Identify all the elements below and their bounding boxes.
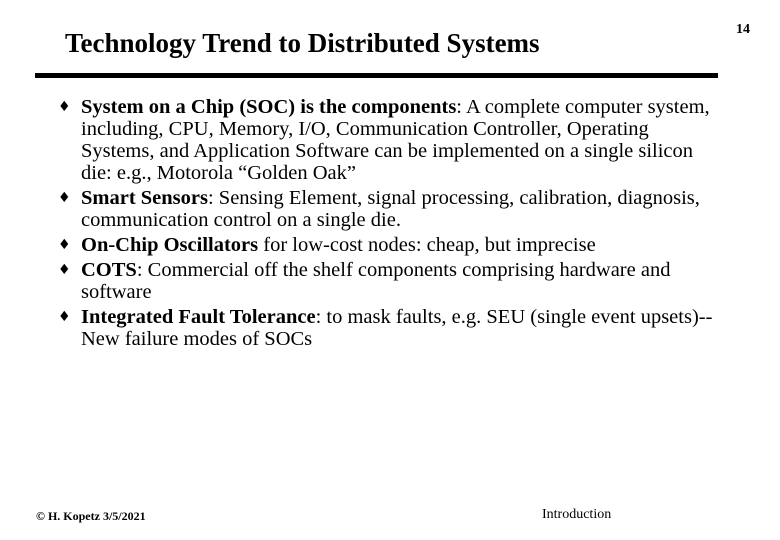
slide-title: Technology Trend to Distributed Systems bbox=[65, 28, 540, 58]
bullet-item-fault-tolerance bbox=[0, 306, 721, 350]
bullet-item-cots bbox=[0, 259, 721, 303]
footer-section-label: Introduction bbox=[542, 507, 612, 522]
diamond-bullet-icon: ♦ bbox=[58, 99, 71, 115]
footer-copyright: © H. Kopetz 3/5/2021 bbox=[36, 509, 146, 523]
diamond-bullet-icon: ♦ bbox=[58, 262, 71, 278]
bullet-term: Smart Sensors bbox=[81, 187, 208, 209]
bullet-list bbox=[0, 96, 780, 353]
bullet-text: for low-cost nodes: cheap, but imprecise bbox=[258, 234, 596, 256]
bullet-term: System on a Chip (SOC) is the components bbox=[81, 96, 457, 118]
bullet-term: Integrated Fault Tolerance bbox=[81, 306, 316, 328]
bullet-text: : Sensing Element, signal processing, calibration, diagnosis, communication control on a single die. bbox=[81, 187, 700, 231]
bullet-term: On-Chip Oscillators bbox=[81, 234, 259, 256]
bullet-item-soc bbox=[0, 96, 721, 184]
bullet-item-smart-sensors bbox=[0, 187, 721, 231]
bullet-text: : A complete computer system, including, CPU, Memory, I/O, Communication Controller, Operating Systems, and Application Software can be implemented on a single silicon die: e.g., Motorola “Golden Oak” bbox=[81, 96, 710, 184]
diamond-bullet-icon: ♦ bbox=[58, 309, 71, 325]
diamond-bullet-icon: ♦ bbox=[58, 237, 71, 253]
title-divider bbox=[35, 73, 718, 78]
bullet-text: : Commercial off the shelf components comprising hardware and software bbox=[81, 259, 671, 303]
bullet-text: : to mask faults, e.g. SEU (single event upsets)--New failure modes of SOCs bbox=[81, 306, 713, 350]
page-number: 14 bbox=[736, 22, 750, 37]
bullet-term: COTS bbox=[81, 259, 137, 281]
diamond-bullet-icon: ♦ bbox=[58, 190, 71, 206]
bullet-item-oscillators bbox=[0, 234, 721, 256]
